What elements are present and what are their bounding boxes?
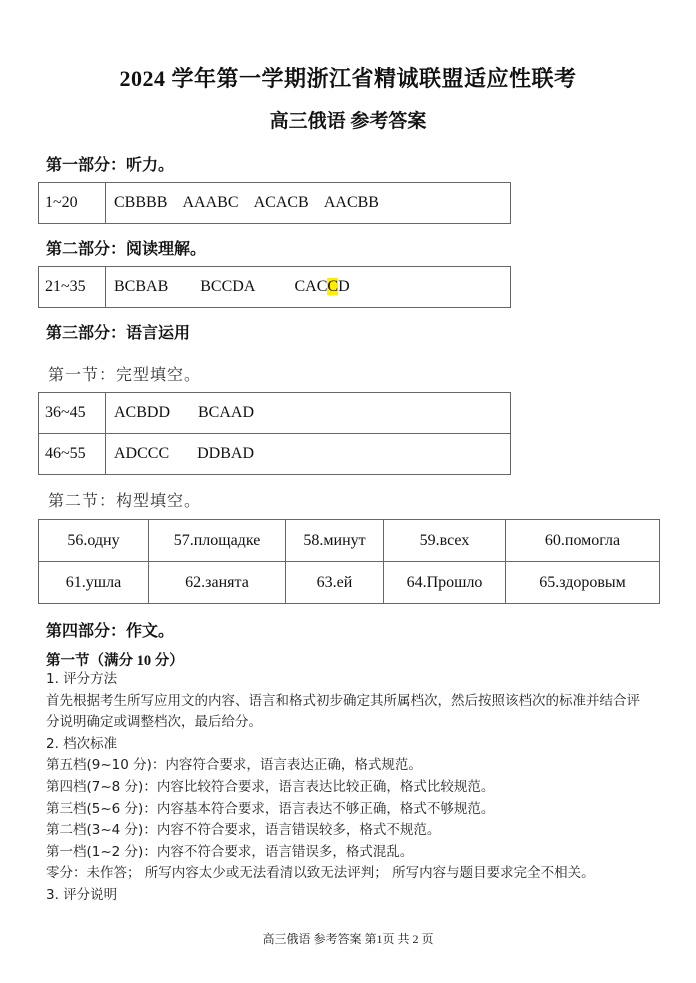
answer-cell	[106, 267, 511, 308]
part3-sub1-heading: 第一节：完型填空。	[48, 367, 202, 384]
range-cell: 36~45	[39, 393, 106, 434]
range-cell: 21~35	[39, 267, 106, 308]
document-title: 2024 学年第一学期浙江省精诚联盟适应性联考	[119, 66, 577, 91]
answer-cell: 62.занята	[149, 562, 286, 604]
scoring-line: 第四档(7~8 分)：内容比较符合要求，语言表达比较正确，格式比较规范。	[46, 778, 495, 795]
table-row	[39, 562, 660, 604]
table-row	[39, 520, 660, 562]
scoring-line: 3. 评分说明	[46, 886, 118, 903]
table-row	[39, 393, 511, 434]
table-row	[39, 434, 511, 475]
answer-cell: 61.ушла	[39, 562, 149, 604]
part4-sub1-heading: 第一节（满分 10 分）	[46, 653, 184, 669]
table-row	[39, 183, 511, 224]
part3-sub1-answer-table	[38, 392, 511, 475]
scoring-line: 零分：未作答； 所写内容太少或无法看清以致无法评判； 所写内容与题目要求完全不相关。	[46, 865, 595, 882]
scoring-line: 第五档(9~10 分)：内容符合要求，语言表达正确，格式规范。	[46, 757, 422, 774]
range-cell: 46~55	[39, 434, 106, 475]
answer-text-end: D	[338, 278, 350, 295]
part2-heading: 第二部分：阅读理解。	[46, 241, 207, 258]
document-subtitle: 高三俄语 参考答案	[269, 111, 427, 132]
scoring-line: 首先根据考生所写应用文的内容、语言和格式初步确定其所属档次，然后按照该档次的标准并结合评分说明确定或调整档次，最后给分。	[46, 692, 640, 731]
part1-heading: 第一部分：听力。	[46, 157, 175, 174]
answer-cell: ADCCC DDBAD	[106, 434, 511, 475]
scoring-line: 2. 档次标准	[46, 735, 118, 752]
answer-cell: 57.площадке	[149, 520, 286, 562]
part4-heading: 第四部分：作文。	[46, 623, 175, 640]
part1-answer-table	[38, 182, 511, 224]
scoring-line: 第三档(5~6 分)：内容基本符合要求，语言表达不够正确，格式不够规范。	[46, 800, 495, 817]
scoring-guide-text	[46, 669, 652, 907]
table-row	[39, 267, 511, 308]
answer-cell: 63.ей	[286, 562, 384, 604]
answer-cell: 60.помогла	[506, 520, 660, 562]
answer-cell: 56.одну	[39, 520, 149, 562]
highlighted-answer: C	[327, 278, 339, 295]
part2-answer-table	[38, 266, 511, 308]
answer-cell: 59.всех	[384, 520, 506, 562]
answer-cell: 64.Прошло	[384, 562, 506, 604]
page-footer: 高三俄语 参考答案 第1页 共 2 页	[262, 932, 434, 946]
scoring-line: 第一档(1~2 分)：内容不符合要求，语言错误多，格式混乱。	[46, 843, 414, 860]
part3-sub2-heading: 第二节：构型填空。	[48, 493, 202, 510]
answer-cell: 65.здоровым	[506, 562, 660, 604]
part3-heading: 第三部分：语言运用	[46, 325, 191, 342]
scoring-line: 1. 评分方法	[46, 671, 118, 687]
answer-cell: ACBDD BCAAD	[106, 393, 511, 434]
range-cell: 1~20	[39, 183, 106, 224]
part3-sub2-answer-table	[38, 519, 660, 604]
scoring-line: 第二档(3~4 分)：内容不符合要求，语言错误较多，格式不规范。	[46, 822, 441, 839]
answer-cell: CBBBB AAABC ACACB AACBB	[106, 183, 511, 224]
answer-text: BCBAB BCCDA CAC	[114, 278, 328, 295]
answer-cell: 58.минут	[286, 520, 384, 562]
